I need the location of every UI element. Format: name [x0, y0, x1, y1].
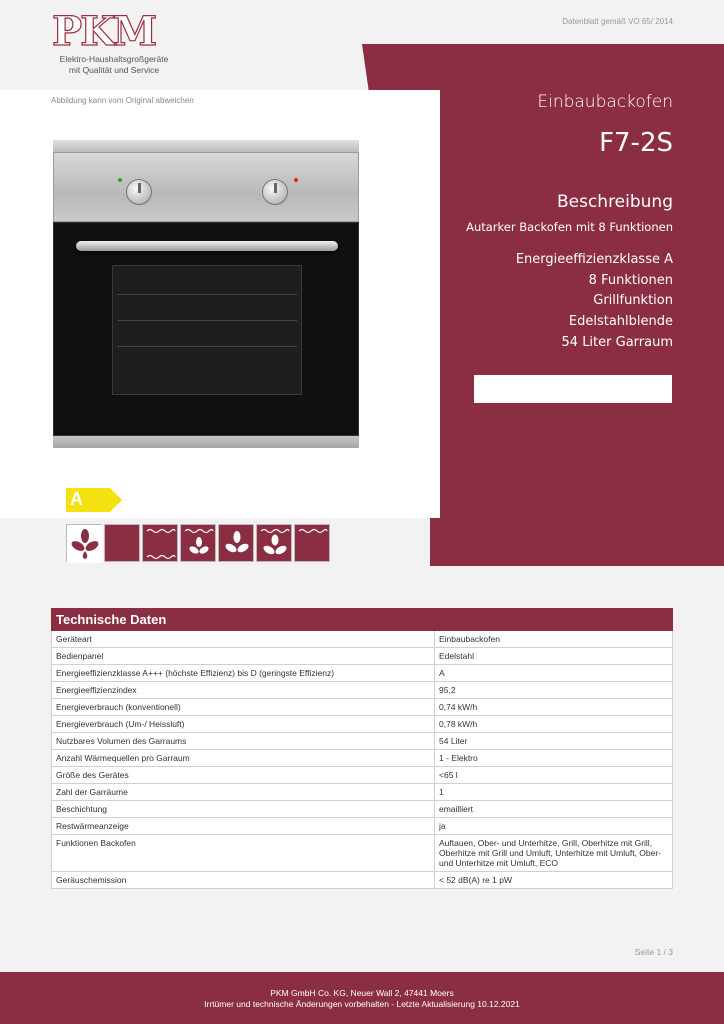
row-value: Einbaubackofen — [435, 631, 673, 648]
table-row — [52, 648, 673, 665]
company-logo — [52, 10, 176, 76]
row-value: 54 Liter — [435, 733, 673, 750]
row-label: Energieeffizienzklasse A+++ (höchste Effizienz) bis D (geringste Effizienz) — [52, 665, 435, 682]
image-disclaimer: Abbildung kann vom Original abweichen — [51, 96, 194, 105]
table-title: Technische Daten — [52, 609, 435, 631]
logo-tagline-2: mit Qualität und Service — [68, 65, 160, 75]
oven-rack — [117, 294, 297, 295]
table-row — [52, 733, 673, 750]
table-row — [52, 699, 673, 716]
table-row — [52, 750, 673, 767]
feature-item: Grillfunktion — [593, 293, 673, 309]
row-value: ja — [435, 818, 673, 835]
table-row — [52, 872, 673, 889]
row-label: Größe des Gerätes — [52, 767, 435, 784]
row-label: Beschichtung — [52, 801, 435, 818]
fan-icon — [218, 524, 254, 562]
row-value: Edelstahl — [435, 648, 673, 665]
logo-tagline-1: Elektro-Haushaltsgroßgeräte — [59, 54, 169, 64]
row-label: Energieverbrauch (konventionell) — [52, 699, 435, 716]
top-bottom-heat-icon — [142, 524, 178, 562]
table-row — [52, 835, 673, 872]
energy-class-letter: A — [70, 489, 83, 509]
table-row — [52, 716, 673, 733]
row-label: Geräteart — [52, 631, 435, 648]
feature-item: Energieeffizienzklasse A — [515, 252, 673, 267]
row-value: 0,74 kW/h — [435, 699, 673, 716]
row-label: Zahl der Garräume — [52, 784, 435, 801]
row-value: 0,78 kW/h — [435, 716, 673, 733]
door-handle — [76, 241, 338, 251]
table-row — [52, 665, 673, 682]
row-label: Energieverbrauch (Um-/ Heissluft) — [52, 716, 435, 733]
row-value: <65 l — [435, 767, 673, 784]
row-label: Bedienpanel — [52, 648, 435, 665]
table-row — [52, 784, 673, 801]
fan-heat-icon — [256, 524, 292, 562]
logo-mark: PKM — [52, 8, 156, 55]
feature-item: 54 Liter Garraum — [561, 334, 673, 350]
datasheet-note: Datenblatt gemäß VO 65/ 2014 — [562, 17, 673, 26]
technical-data-table — [51, 608, 673, 889]
row-value: A — [435, 665, 673, 682]
feature-list — [516, 250, 673, 354]
top-heat-icon — [294, 524, 330, 562]
table-row — [52, 682, 673, 699]
oven-image — [53, 140, 359, 448]
row-label: Nutzbares Volumen des Garraums — [52, 733, 435, 750]
description-title: Beschreibung — [556, 192, 673, 212]
page-footer — [0, 972, 724, 1024]
function-icons — [66, 524, 330, 562]
temperature-knob-icon — [262, 179, 288, 205]
row-label: Funktionen Backofen — [52, 835, 435, 872]
product-model: F7-2S — [599, 128, 673, 158]
oven-top — [53, 140, 359, 152]
function-knob-icon — [126, 179, 152, 205]
row-value: 1 - Elektro — [435, 750, 673, 767]
oven-rack — [117, 320, 297, 321]
oven-base — [53, 436, 359, 448]
row-label: Energieeffizienzindex — [52, 682, 435, 699]
table-header-blank — [435, 609, 673, 631]
row-label: Restwärmeanzeige — [52, 818, 435, 835]
oven-control-panel — [53, 152, 359, 222]
fan-defrost-icon — [66, 524, 102, 562]
footer-disclaimer: Irrtümer und technische Änderungen vorbehalten - Letzte Aktualisierung 10.12.2021 — [204, 999, 520, 1009]
red-indicator-icon — [294, 178, 298, 182]
oven-door — [53, 222, 359, 436]
description-text: Autarker Backofen mit 8 Funktionen — [466, 220, 673, 234]
row-value: 95,2 — [435, 682, 673, 699]
row-value: < 52 dB(A) re 1 pW — [435, 872, 673, 889]
energy-class-badge — [66, 488, 122, 512]
product-type: Einbaubackofen — [537, 92, 673, 112]
table-row — [52, 801, 673, 818]
row-label: Geräuschemission — [52, 872, 435, 889]
row-value: Auftauen, Ober- und Unterhitze, Grill, Oberhitze mit Grill, Oberhitze mit Grill und Umluft, Unterhitze mit Umluft, Ober- und Unterhitze mit Umluft, ECO — [435, 835, 673, 872]
green-indicator-icon — [118, 178, 122, 182]
row-value: 1 — [435, 784, 673, 801]
table-row — [52, 767, 673, 784]
redacted-box — [474, 375, 672, 403]
footer-address: PKM GmbH Co. KG, Neuer Wall 2, 47441 Moers — [270, 988, 454, 998]
feature-item: Edelstahlblende — [568, 314, 673, 330]
table-row — [52, 631, 673, 648]
blank-icon — [104, 524, 140, 562]
table-row — [52, 818, 673, 835]
page-number: Seite 1 / 3 — [634, 947, 673, 957]
row-value: emailliert — [435, 801, 673, 818]
grill-fan-icon — [180, 524, 216, 562]
row-label: Anzahl Wärmequellen pro Garraum — [52, 750, 435, 767]
feature-item: 8 Funktionen — [588, 272, 673, 288]
oven-rack — [117, 346, 297, 347]
oven-window — [112, 265, 302, 395]
